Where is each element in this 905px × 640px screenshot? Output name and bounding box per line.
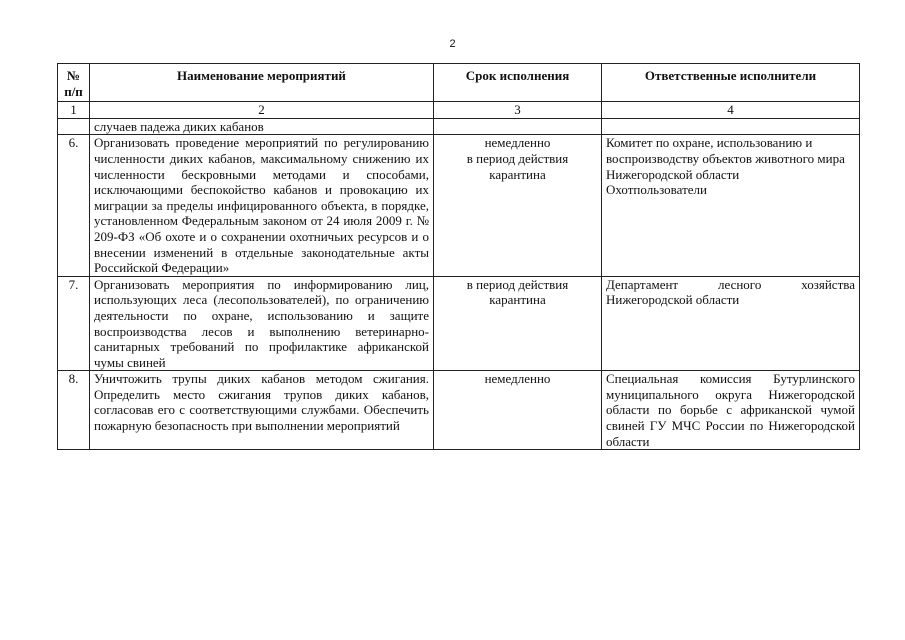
continuation-text: случаев падежа диких кабанов	[90, 118, 434, 135]
column-number: 3	[434, 102, 602, 119]
row-name: Организовать проведение мероприятий по регулированию численности диких кабанов, максимальному снижению их численности бескровными методами и способами, исключающими беспокойство кабанов и провокацию их миграции за пределы инфицированного объекта, в порядке, установленном Федеральным законом от 24 июля 2009 г. № 209-ФЗ «Об охоте и о сохранении охотничьих ресурсов и о внесении изменений в отдельные законодательные акты Российской Федерации»	[90, 135, 434, 276]
header-num: № п/п	[58, 64, 90, 102]
row-name: Уничтожить трупы диких кабанов методом сжигания. Определить место сжигания трупов диких кабанов, согласовав его с соответствующими службами. Обеспечить пожарную безопасность при выполнении мероприятий	[90, 371, 434, 450]
row-num: 7.	[58, 276, 90, 371]
row-num-empty	[58, 118, 90, 135]
table-row	[58, 135, 860, 276]
header-term: Срок исполнения	[434, 64, 602, 102]
column-number: 2	[90, 102, 434, 119]
row-responsible	[602, 135, 860, 276]
row-responsible: Департамент лесного хозяйства Нижегородской области	[602, 276, 860, 371]
table-row-continuation	[58, 118, 860, 135]
table-header-row	[58, 64, 860, 102]
row-num: 6.	[58, 135, 90, 276]
measures-table	[57, 63, 860, 450]
page-number: 2	[449, 38, 456, 50]
responsible-line: Комитет по охране, использованию и воспроизводству объектов животного мира Нижегородской области	[606, 135, 845, 182]
row-resp-empty	[602, 118, 860, 135]
row-term: немедленно	[434, 371, 602, 450]
header-name: Наименование мероприятий	[90, 64, 434, 102]
column-number: 1	[58, 102, 90, 119]
column-numbers-row	[58, 102, 860, 119]
table-row	[58, 276, 860, 371]
row-term-empty	[434, 118, 602, 135]
row-term	[434, 276, 602, 371]
row-name: Организовать мероприятия по информированию лиц, использующих леса (лесопользователей), по ограничению деятельности по охране, использованию и защите воспроизводства лесов и выполнению ветеринарно-санитарных требований по профилактике африканской чумы свиней	[90, 276, 434, 371]
term-line: в период действия карантина	[466, 150, 569, 182]
table-row	[58, 371, 860, 450]
row-term	[434, 135, 602, 276]
responsible-line: Охотпользователи	[606, 182, 707, 198]
term-line: в период действия карантина	[466, 276, 569, 308]
row-num: 8.	[58, 371, 90, 450]
header-responsible: Ответственные исполнители	[602, 64, 860, 102]
row-responsible: Специальная комиссия Бутурлинского муниципального округа Нижегородской области по борьбе с африканской чумой свиней ГУ МЧС России по Нижегородской области	[602, 371, 860, 450]
column-number: 4	[602, 102, 860, 119]
term-line: немедленно	[484, 135, 551, 151]
